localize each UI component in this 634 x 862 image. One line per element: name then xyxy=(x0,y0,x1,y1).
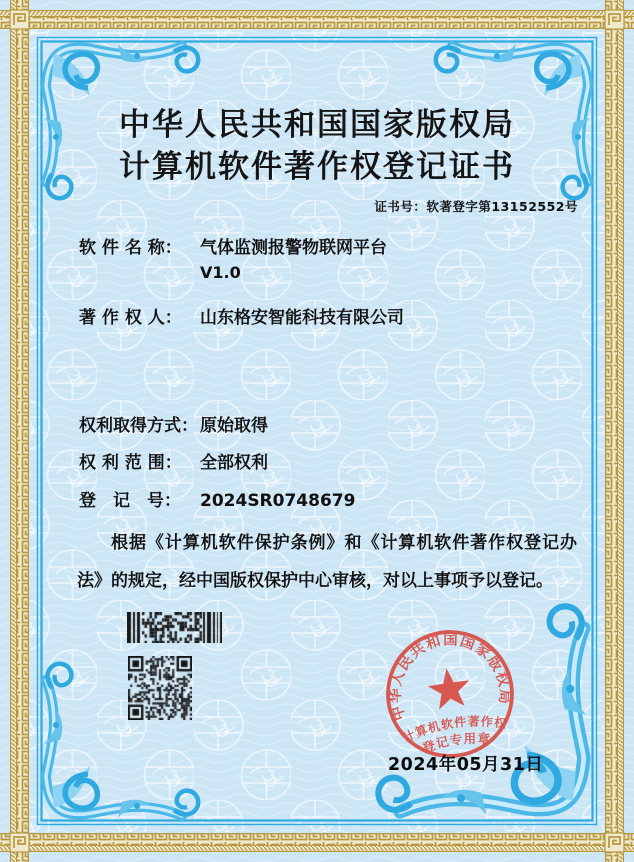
seal-inner-line2: 登记专用章 xyxy=(420,730,492,756)
authority-title: 中华人民共和国国家版权局 xyxy=(119,107,515,143)
field-value: 全部权利 xyxy=(200,453,268,473)
star-icon xyxy=(426,665,473,710)
field-label: 权利取得方式： xyxy=(79,416,198,436)
barcode xyxy=(127,612,222,643)
registration-statement: 根据《计算机软件保护条例》和《计算机软件著作权登记办法》的规定，经中国版权保护中心审核，对以上事项予以登记。 xyxy=(77,533,577,591)
field-value: 原始取得 xyxy=(200,416,268,436)
certificate-number-label: 证书号： xyxy=(374,199,427,214)
field-label: 著 作 权 人： xyxy=(79,308,182,328)
field-value: 山东格安智能科技有限公司 xyxy=(200,308,404,328)
field-value: 气体监测报警物联网平台 xyxy=(200,238,387,258)
seal-ring-text: 中华人民共和国国家版权局 xyxy=(387,632,513,723)
seal-inner-line1: 计算机软件著作权 xyxy=(400,714,508,745)
field-row-copyright-owner xyxy=(79,308,404,329)
certificate-number-value: 软著登字第13152552号 xyxy=(426,199,578,214)
field-row-acquisition-method xyxy=(79,416,268,437)
issue-date: 2024年05月31日 xyxy=(388,755,544,775)
certificate-number xyxy=(374,197,578,215)
field-value: 2024SR0748679 xyxy=(200,491,356,511)
field-row-rights-scope xyxy=(79,453,268,474)
field-row-registration-number xyxy=(79,491,355,512)
software-version: V1.0 xyxy=(200,263,241,282)
field-label: 登 记 号： xyxy=(79,491,181,511)
certificate-title: 计算机软件著作权登记证书 xyxy=(119,149,515,185)
field-row-software-name xyxy=(79,238,387,259)
field-label: 软 件 名 称： xyxy=(79,238,182,258)
field-label: 权 利 范 围： xyxy=(79,453,182,473)
qr-code xyxy=(128,656,192,720)
official-seal xyxy=(376,618,524,766)
